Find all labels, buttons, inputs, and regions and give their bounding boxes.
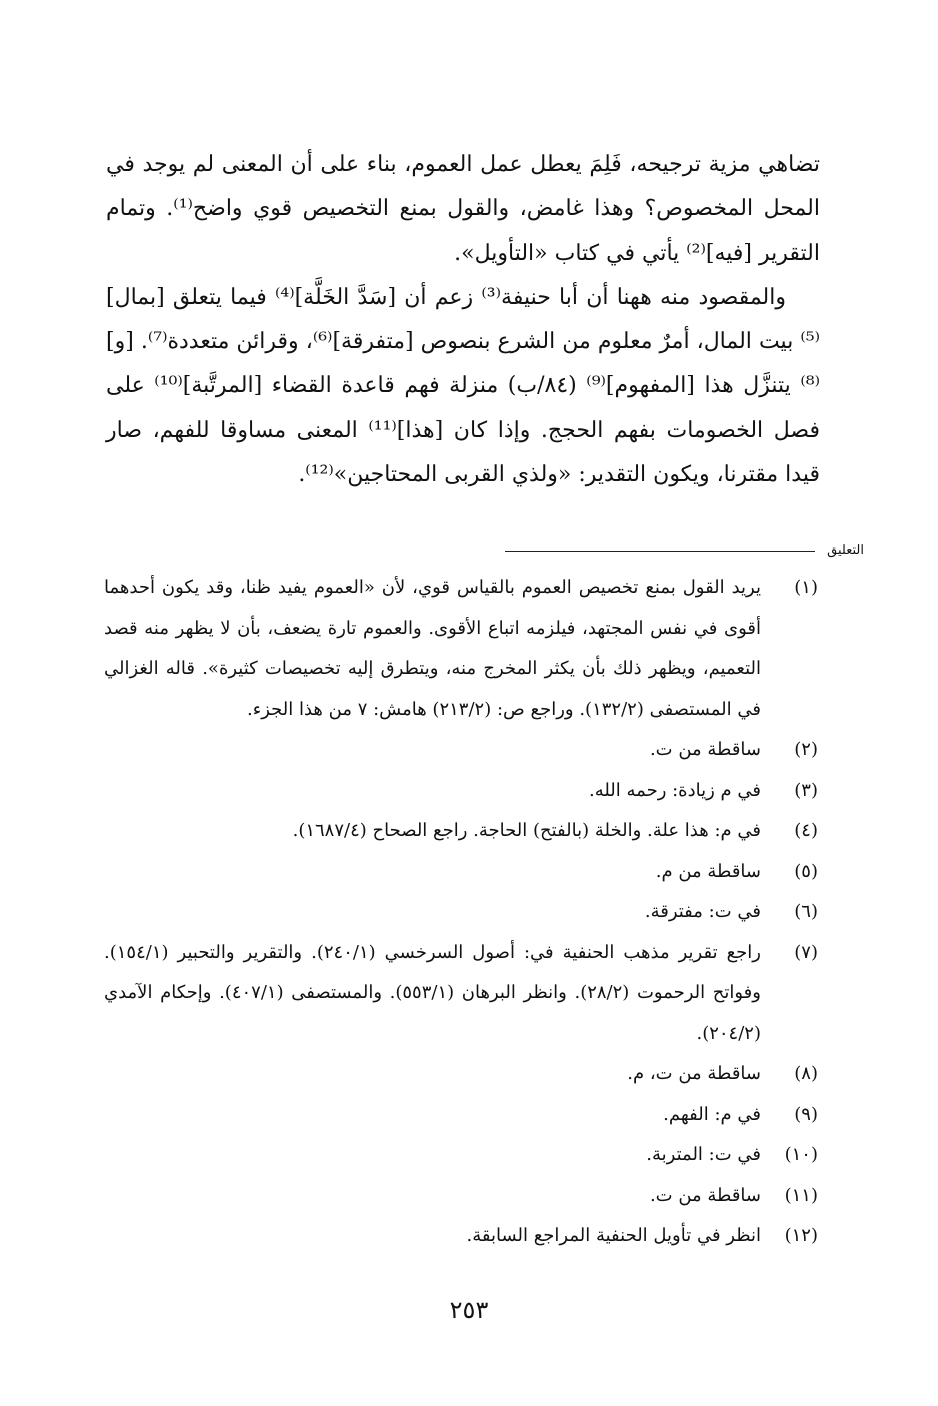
footnote-number: (١) (794, 577, 818, 598)
footnote-number: (٤) (794, 820, 818, 841)
paragraph-2: والمقصود منه ههنا أن أبا حنيفة⁽³⁾ زعم أن [سَدَّ الخَلَّة]⁽⁴⁾ فيما يتعلق [بمال]⁽⁵⁾ بيت المال، أمرٌ معلوم من الشرع بنصوص [متفرقة]⁽⁶⁾، وقرائن متعددة⁽⁷⁾. [و]⁽⁸⁾ يتنزَّل هذا [المفهوم]⁽⁹⁾ (٨٤/ب) منزلة فهم قاعدة القضاء [المرتَّبة]⁽¹⁰⁾ على فصل الخصومات بفهم الحجج. وإذا كان [هذا]⁽¹¹⁾ المعنى مساوقا للفهم، صار قيدا مقترنا، ويكون التقدير: «ولذي القربى المحتاجين»⁽¹²⁾. (106, 284, 820, 488)
footnote-number: (١١) (784, 1184, 818, 1206)
footnote-number: (٢) (794, 739, 818, 760)
footnote-number: (٧) (794, 941, 818, 963)
footnote-9 (104, 1095, 818, 1136)
footnote-text: في ت: مفترقة. (644, 901, 761, 922)
footnote-text: ساقطة من ت. (649, 739, 761, 760)
footnote-number: (٩) (794, 1103, 818, 1125)
footnote-text: ساقطة من م. (655, 860, 761, 882)
footnote-number: (١٢) (784, 1225, 818, 1246)
footnotes-header (0, 541, 938, 565)
footnote-2 (104, 730, 818, 771)
footnote-4 (104, 811, 818, 852)
footnote-12 (104, 1216, 818, 1257)
footnote-number: (١٠) (784, 1144, 818, 1165)
footnote-3 (104, 771, 818, 812)
footnotes-list (104, 568, 818, 1257)
footnote-6 (104, 892, 818, 933)
main-text (106, 143, 820, 497)
footnote-1 (104, 568, 818, 730)
footnote-number: (٥) (794, 860, 818, 882)
footnote-11 (104, 1176, 818, 1217)
footnote-text: يريد القول بمنع تخصيص العموم بالقياس قوي، لأن «العموم يفيد ظنا، وقد يكون أحدهما أقوى في نفس المجتهد، فيلزمه اتباع الأقوى. والعموم تارة يضعف، بأن لا يظهر منه قصد التعميم، ويظهر ذلك بأن يكثر المخرج منه، ويتطرق إليه تخصيصات كثيرة». قاله الغزالي في المستصفى (١٣٢/٢). وراجع ص: (٢١٣/٢) هامش: ٧ من هذا الجزء. (104, 577, 761, 720)
footnote-5 (104, 852, 818, 893)
footnote-10 (104, 1135, 818, 1176)
footnote-number: (٣) (794, 779, 818, 801)
footnotes-rule (505, 551, 815, 552)
paragraph-1: تضاهي مزية ترجيحه، فَلِمَ يعطل عمل العموم، بناء على أن المعنى لم يوجد في المحل المخصوص؟ وهذا غامض، والقول بمنع التخصيص قوي واضح⁽¹⁾. وتمام التقرير [فيه]⁽²⁾ يأتي في كتاب «التأويل». (106, 152, 820, 266)
footnote-text: في ت: المتربة. (646, 1144, 761, 1165)
footnote-8 (104, 1054, 818, 1095)
footnote-text: ساقطة من ت، م. (627, 1063, 761, 1084)
footnotes-label: التعليق (827, 543, 864, 558)
footnote-number: (٦) (794, 901, 818, 922)
footnote-7 (104, 933, 818, 1055)
page-number: ٢٥٣ (449, 1296, 489, 1324)
footnote-text: راجع تقرير مذهب الحنفية في: أصول السرخسي (٢٤٠/١). والتقرير والتحبير (١٥٤/١). وفواتح الرحموت (٢٨/٢). وانظر البرهان (٥٥٣/١). والمستصفى (٤٠٧/١). وإحكام الآمدي (٢٠٤/٢). (104, 941, 761, 1044)
footnote-number: (٨) (794, 1063, 818, 1084)
footnote-text: في م زيادة: رحمه الله. (588, 779, 761, 801)
footnote-text: في م: الفهم. (663, 1103, 761, 1125)
footnote-text: انظر في تأويل الحنفية المراجع السابقة. (466, 1225, 761, 1246)
footnote-text: في م: هذا علة. والخلة (بالفتح) الحاجة. راجع الصحاح (١٦٨٧/٤). (292, 820, 761, 841)
footnote-text: ساقطة من ت. (649, 1184, 761, 1206)
